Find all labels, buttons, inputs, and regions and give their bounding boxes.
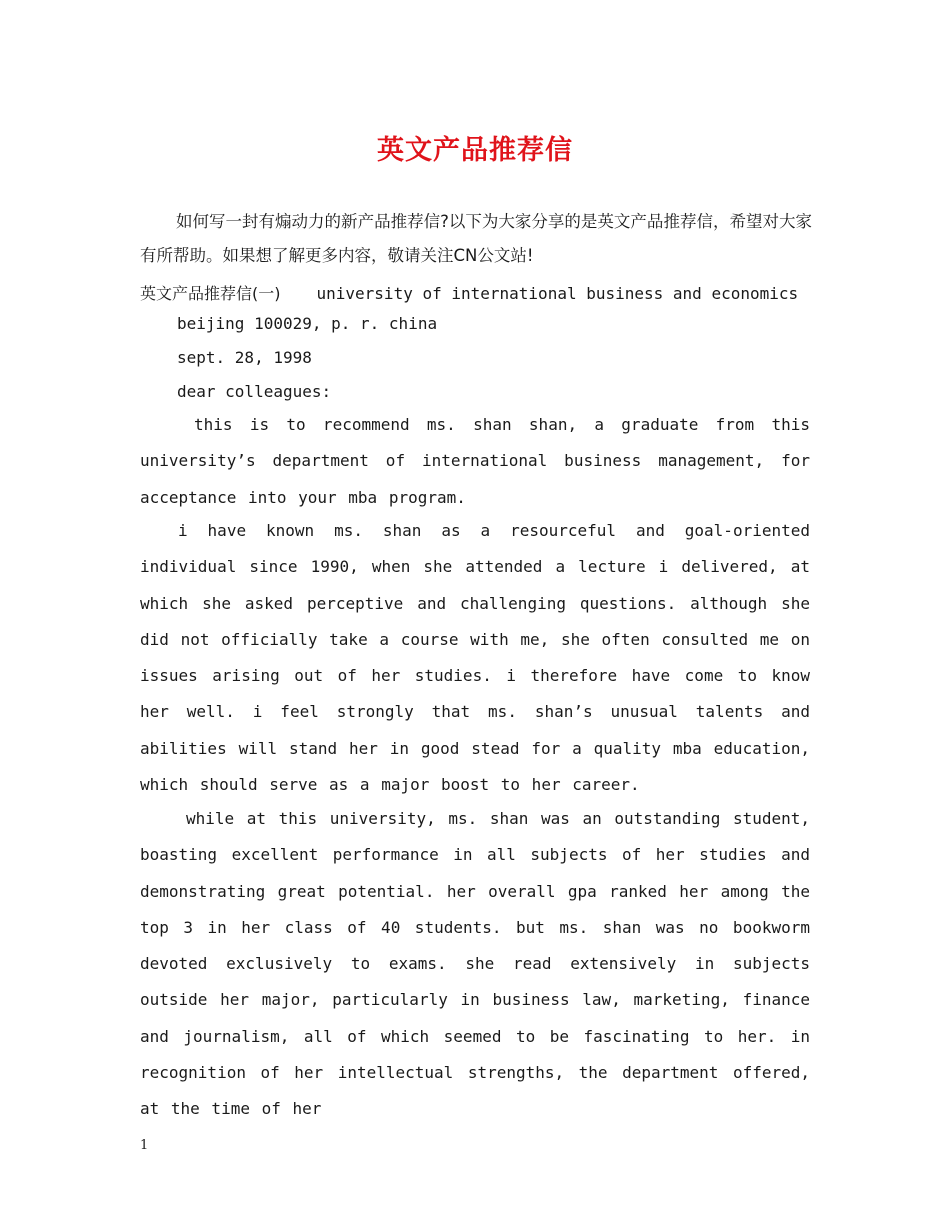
salutation: dear colleagues: (177, 382, 332, 401)
address-line-2: beijing 100029, p. r. china (177, 314, 438, 333)
address-line-1: university of international business and economics (316, 284, 799, 303)
intro-paragraph: 如何写一封有煽动力的新产品推荐信?以下为大家分享的是英文产品推荐信，希望对大家有所帮助。如果想了解更多内容，敬请关注CN公文站! (140, 212, 812, 265)
section-heading: 英文产品推荐信(一) (140, 284, 281, 303)
page-number: 1 (140, 1138, 149, 1153)
document-title: 英文产品推荐信 (377, 135, 573, 166)
body-paragraph-3: while at this university, ms. shan was an outstanding student, boasting excellent performance in all subjects of her studies and demonstrating great potential. her overall gpa ranked her among the top 3 in her class of 40 students. but ms. shan was no bookworm devoted exclusively to exams. she read extensively in subjects outside her major, particularly in business law, marketing, finance and journalism, all of which seemed to be fascinating to her. in recognition of her intellectual strengths, the department offered, at the time of her (140, 809, 810, 1119)
body-paragraph-1: this is to recommend ms. shan shan, a graduate from this university’s department of international business management, for acceptance into your mba program. (140, 415, 810, 507)
body-paragraph-2: i have known ms. shan as a resourceful and goal-oriented individual since 1990, when she attended a lecture i delivered, at which she asked perceptive and challenging questions. although she did not officially take a course with me, she often consulted me on issues arising out of her studies. i therefore have come to know her well. i feel strongly that ms. shan’s unusual talents and abilities will stand her in good stead for a quality mba education, which should serve as a major boost to her career. (140, 521, 810, 795)
letter-date: sept. 28, 1998 (177, 348, 312, 367)
section-heading-line (140, 281, 798, 304)
